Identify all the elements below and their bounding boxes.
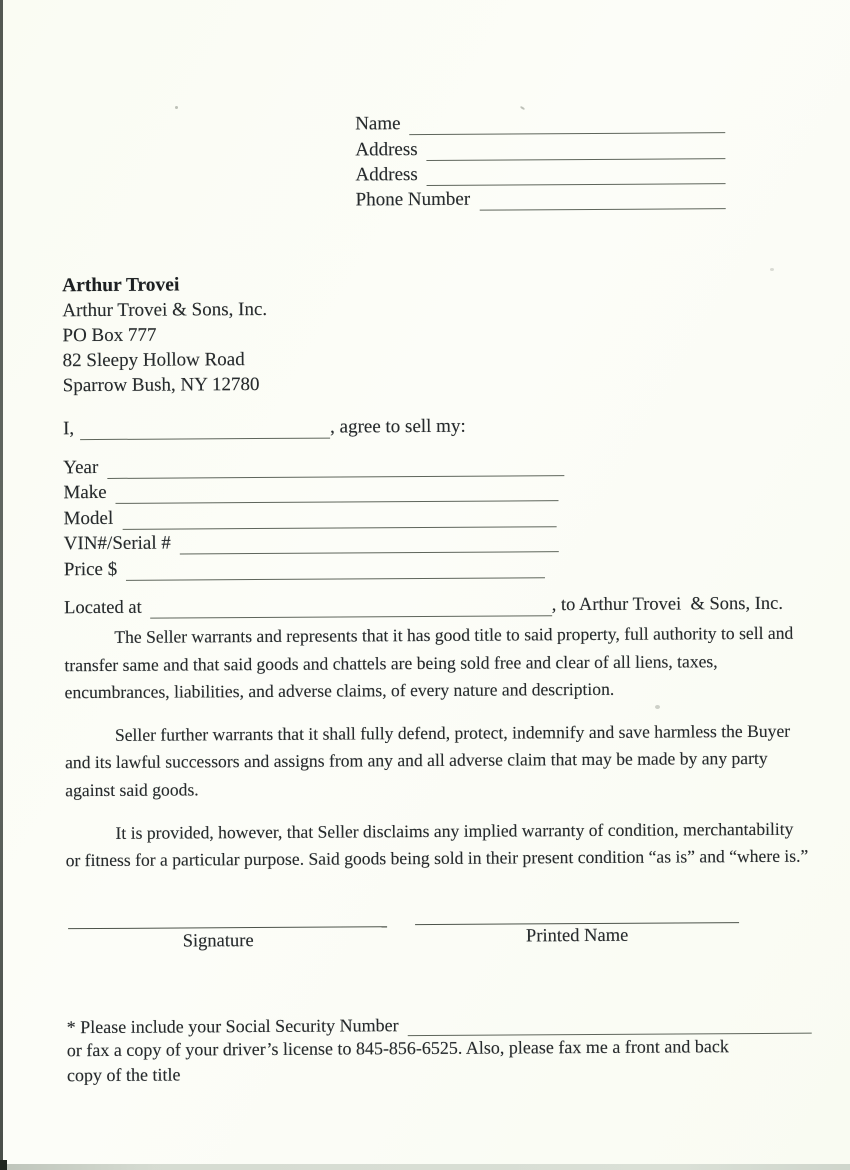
year-field-row bbox=[63, 450, 564, 479]
vin-serial-field-row bbox=[64, 527, 565, 556]
paragraph-as-is-disclaimer: It is provided, however, that Seller disclaims any implied warranty of condition, merchantability or fitness for a particular purpose. Said goods being sold in their present condition “as is” and “where is.” bbox=[65, 818, 809, 871]
seller-name: Arthur Trovei bbox=[62, 274, 180, 297]
paragraph-defend-indemnify: Seller further warrants that it shall fully defend, protect, indemnify and save harmless the Buyer and its lawful successors and assigns from any and all adverse claim that may be made by any party against said goods. bbox=[65, 720, 791, 801]
located-at-prefix: Located at bbox=[64, 597, 142, 619]
seller-city-state-zip: Sparrow Bush, NY 12780 bbox=[62, 374, 260, 397]
make-blank-line bbox=[116, 482, 559, 504]
vin-serial-blank-line bbox=[180, 533, 559, 555]
year-field-label: Year bbox=[63, 456, 99, 478]
model-field-label: Model bbox=[63, 507, 114, 529]
paragraph-good-title: The Seller warrants and represents that it has good title to said property, full authority to sell and transfer same and that said goods and chattels are being sold free and clear of all liens, taxes, encumbrances, liabilities, and adverse claims, of every nature and description. bbox=[64, 622, 794, 703]
seller-company: Arthur Trovei & Sons, Inc. bbox=[62, 298, 268, 322]
ssn-note-label: * Please include your Social Security Number bbox=[66, 1015, 399, 1038]
seller-name-blank-line bbox=[80, 419, 330, 440]
seller-po-box: PO Box 777 bbox=[62, 324, 157, 347]
make-field-row bbox=[63, 476, 564, 505]
seller-address-block bbox=[62, 272, 268, 398]
name-field-row bbox=[355, 108, 725, 136]
signature-blank-line bbox=[68, 926, 387, 929]
year-blank-line bbox=[107, 456, 564, 478]
address2-field-label: Address bbox=[355, 163, 418, 186]
item-fields-block bbox=[63, 450, 565, 581]
address1-field-row bbox=[355, 133, 725, 161]
located-at-blank-line bbox=[150, 597, 552, 619]
title-copy-note-line: copy of the title bbox=[66, 1064, 181, 1086]
model-field-row bbox=[64, 501, 565, 530]
address1-blank-line bbox=[427, 140, 726, 161]
model-blank-line bbox=[122, 508, 557, 530]
price-field-row bbox=[64, 553, 565, 582]
fax-note-line: or fax a copy of your driver’s license to 845-856-6525. Also, please fax me a front and back bbox=[66, 1036, 729, 1061]
agreement-prefix: I, bbox=[62, 418, 75, 440]
recipient-contact-block bbox=[355, 108, 726, 211]
agreement-suffix: , agree to sell my: bbox=[330, 415, 466, 438]
address1-field-label: Address bbox=[355, 138, 418, 161]
agreement-line bbox=[63, 411, 623, 440]
address2-field-row bbox=[355, 159, 725, 187]
name-blank-line bbox=[410, 114, 726, 135]
located-at-suffix: , to Arthur Trovei & Sons, Inc. bbox=[551, 593, 784, 616]
phone-field-label: Phone Number bbox=[355, 188, 471, 211]
make-field-label: Make bbox=[63, 482, 107, 504]
warranty-paragraphs bbox=[64, 620, 810, 890]
ssn-blank-line bbox=[408, 1016, 812, 1036]
address2-blank-line bbox=[427, 165, 726, 186]
vin-serial-field-label: VIN#/Serial # bbox=[63, 532, 171, 555]
name-field-label: Name bbox=[355, 113, 401, 135]
price-field-label: Price $ bbox=[63, 558, 118, 581]
located-at-line bbox=[64, 589, 809, 620]
phone-field-row bbox=[356, 184, 726, 212]
footer-note bbox=[67, 1008, 812, 1089]
seller-street: 82 Sleepy Hollow Road bbox=[62, 349, 245, 372]
signature-label: Signature bbox=[182, 931, 254, 952]
phone-blank-line bbox=[479, 190, 726, 211]
price-blank-line bbox=[126, 559, 545, 581]
printed-name-label: Printed Name bbox=[525, 925, 629, 947]
